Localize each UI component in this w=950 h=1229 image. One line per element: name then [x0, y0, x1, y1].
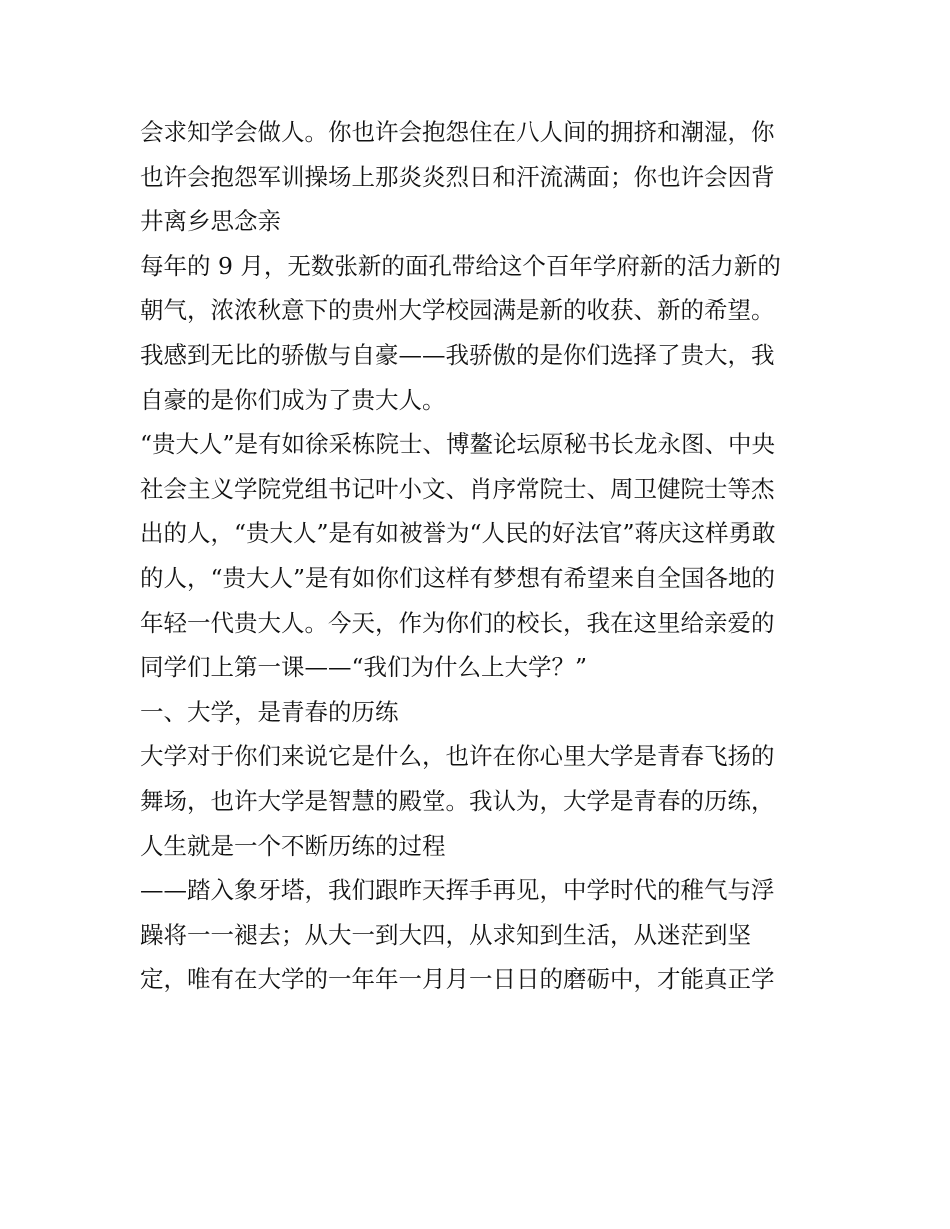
text-line: 会求知学会做人。你也许会抱怨住在八人间的拥挤和潮湿，你	[140, 118, 775, 146]
text-line: 我感到无比的骄傲与自豪——我骄傲的是你们选择了贵大，我	[140, 340, 775, 369]
text-line: 井离乡思念亲	[140, 207, 281, 236]
text-line: 年轻一代贵大人。今天，作为你们的校长，我在这里给亲爱的	[140, 608, 775, 637]
body-text	[140, 110, 820, 1002]
text-line: “贵大人”是有如徐采栋院士、博鳌论坛原秘书长龙永图、中央	[140, 430, 776, 459]
text-line: 出的人，“贵大人”是有如被誉为“人民的好法官”蒋庆这样勇敢	[140, 519, 776, 548]
text-line: 躁将一一褪去；从大一到大四，从求知到生活，从迷茫到坚	[140, 920, 751, 949]
text-line: 朝气，浓浓秋意下的贵州大学校园满是新的收获、新的希望。	[140, 296, 775, 325]
text-line: 定，唯有在大学的一年年一月月一日日的磨砺中，才能真正学	[140, 965, 775, 994]
text-line: ——踏入象牙塔，我们跟昨天挥手再见，中学时代的稚气与浮	[140, 876, 775, 905]
text-line: 自豪的是你们成为了贵大人。	[140, 385, 446, 414]
text-line: 人生就是一个不断历练的过程	[140, 831, 446, 860]
text-line: 的人，“贵大人”是有如你们这样有梦想有希望来自全国各地的	[140, 563, 776, 592]
text-line: 每年的 9 月，无数张新的面孔带给这个百年学府新的活力新的	[140, 251, 781, 280]
text-line: 也许会抱怨军训操场上那炎炎烈日和汗流满面；你也许会因背	[140, 162, 775, 191]
section-heading: 一、大学，是青春的历练	[140, 697, 399, 726]
text-line: 舞场，也许大学是智慧的殿堂。我认为，大学是青春的历练，	[140, 786, 775, 815]
text-line: 社会主义学院党组书记叶小文、肖序常院士、周卫健院士等杰	[140, 474, 775, 503]
text-line: 大学对于你们来说它是什么，也许在你心里大学是青春飞扬的	[140, 742, 775, 771]
text-line: 同学们上第一课——“我们为什么上大学？”	[140, 653, 588, 682]
